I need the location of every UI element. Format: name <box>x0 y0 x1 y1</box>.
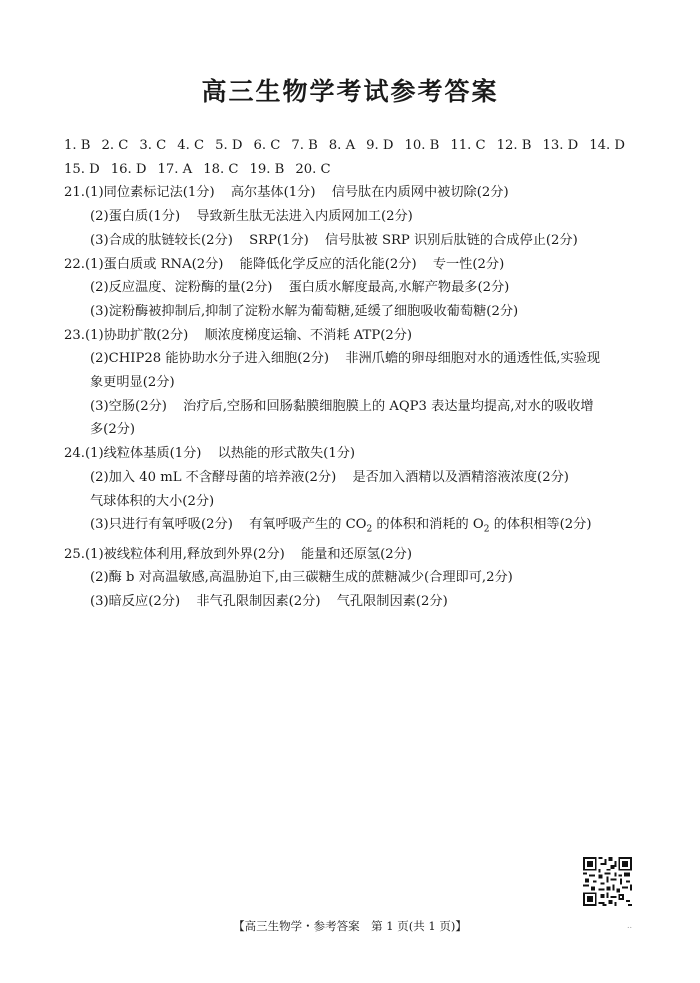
q23-part1 <box>64 324 640 348</box>
answer-seg: 25.(1)被线粒体利用,释放到外界(2分) <box>64 546 285 562</box>
answer-seg: (3)暗反应(2分) <box>90 594 181 609</box>
corner-mark: .. <box>627 921 633 930</box>
answer-seg: 治疗后,空肠和回肠黏膜细胞膜上的 AQP3 表达量均提高,对水的吸收增 <box>183 398 594 414</box>
answer-seg: (2)蛋白质(1分) <box>90 209 181 225</box>
q21-part3 <box>64 229 640 253</box>
q25-part2 <box>64 566 640 590</box>
q22-part1 <box>64 253 640 277</box>
q23-part3-cont: 多(2分) <box>90 422 136 438</box>
answer-seg: (2)加入 40 mL 不含酵母菌的培养液(2分) <box>90 469 337 485</box>
qr-code-icon <box>583 857 632 906</box>
answer-seg: 23.(1)协助扩散(2分) <box>64 327 189 343</box>
answer-seg: 高尔基体(1分) <box>230 185 316 201</box>
mc-answer: 9. D <box>366 138 394 153</box>
answer-seg: 的体积相等(2分) <box>493 517 592 533</box>
answer-seg: 21.(1)同位素标记法(1分) <box>64 185 215 201</box>
q23-part2-cont: 象更明显(2分) <box>90 375 175 391</box>
subscript: 2 <box>366 524 373 535</box>
mc-answers-line-2 <box>64 158 640 182</box>
q22-part3 <box>64 300 640 324</box>
page-title: 高三生物学考试参考答案 <box>201 77 499 106</box>
answer-seg: SRP(1分) <box>249 232 309 248</box>
q24-part3 <box>64 513 640 542</box>
q25-part3 <box>64 590 640 614</box>
mc-answer: 4. C <box>177 138 205 153</box>
answer-seg: 信号肽在内质网中被切除(2分) <box>331 185 509 201</box>
mc-answer: 20. C <box>295 161 331 177</box>
mc-answer: 19. B <box>249 161 285 177</box>
answer-seg: 能量和还原氢(2分) <box>300 546 412 562</box>
mc-answer: 16. D <box>110 161 147 177</box>
mc-answer: 13. D <box>542 138 579 153</box>
mc-answer: 6. C <box>253 138 281 153</box>
answer-content <box>64 134 640 614</box>
q21-part2 <box>64 205 640 229</box>
mc-answers-line-1 <box>64 134 640 158</box>
answer-seg: 以热能的形式散失(1分) <box>217 446 356 462</box>
q25-part1 <box>64 543 640 567</box>
answer-seg: (2)反应温度、淀粉酶的量(2分) <box>90 280 273 296</box>
subscript: 2 <box>483 524 490 535</box>
mc-answer: 2. C <box>101 138 129 153</box>
mc-answer: 18. C <box>203 161 239 177</box>
answer-seg: 24.(1)线粒体基质(1分) <box>64 446 202 462</box>
q21-part1 <box>64 181 640 205</box>
answer-seg: (3)淀粉酶被抑制后,抑制了淀粉水解为葡萄糖,延缓了细胞吸收葡萄糖(2分) <box>90 303 519 319</box>
answer-seg: 能降低化学反应的活化能(2分) <box>239 256 417 272</box>
answer-seg: 非气孔限制因素(2分) <box>196 594 321 609</box>
mc-answer: 8. A <box>328 138 356 153</box>
answer-seg: (3)合成的肽链较长(2分) <box>90 232 233 248</box>
answer-seg: 蛋白质水解度最高,水解产物最多(2分) <box>288 280 510 296</box>
page-footer: 【高三生物学・参考答案 第 1 页(共 1 页)】 <box>233 919 467 933</box>
mc-answer: 15. D <box>64 161 100 177</box>
mc-answer: 3. C <box>139 138 167 153</box>
mc-answer: 14. D <box>589 138 625 153</box>
answer-seg: (3)空肠(2分) <box>90 398 167 414</box>
mc-answer: 7. B <box>291 138 318 153</box>
answer-seg: 22.(1)蛋白质或 RNA(2分) <box>64 256 224 272</box>
mc-answer: 12. B <box>496 138 532 153</box>
answer-seg: (2)酶 b 对高温敏感,高温胁迫下,由三碳糖生成的蔗糖减少(合理即可,2分) <box>90 570 513 586</box>
answer-seg: 专一性(2分) <box>432 256 505 272</box>
q23-part3 <box>64 395 640 419</box>
answer-seg: 信号肽被 SRP 识别后肽链的合成停止(2分) <box>325 232 578 248</box>
mc-answer: 17. A <box>157 161 193 177</box>
q24-part2-cont: 气球体积的大小(2分) <box>90 493 215 509</box>
answer-seg: 是否加入酒精以及酒精溶液浓度(2分) <box>352 469 569 485</box>
mc-answer: 5. D <box>215 138 243 153</box>
q22-part2 <box>64 276 640 300</box>
mc-answer: 10. B <box>404 138 440 153</box>
q24-part1 <box>64 442 640 466</box>
answer-seg: 有氧呼吸产生的 CO <box>249 517 367 533</box>
mc-answer: 11. C <box>450 138 486 153</box>
answer-seg: (2)CHIP28 能协助水分子进入细胞(2分) <box>90 351 330 367</box>
answer-seg: 导致新生肽无法进入内质网加工(2分) <box>196 209 413 225</box>
answer-seg: 非洲爪蟾的卵母细胞对水的通透性低,实验现 <box>345 351 601 367</box>
answer-seg: 顺浓度梯度运输、不消耗 ATP(2分) <box>204 327 413 343</box>
mc-answer: 1. B <box>64 138 91 153</box>
answer-seg: 的体积和消耗的 O <box>376 517 484 533</box>
q24-part2 <box>64 466 640 490</box>
q23-part2 <box>64 347 640 371</box>
answer-seg: 气孔限制因素(2分) <box>336 594 448 609</box>
answer-seg: (3)只进行有氧呼吸(2分) <box>90 517 233 533</box>
